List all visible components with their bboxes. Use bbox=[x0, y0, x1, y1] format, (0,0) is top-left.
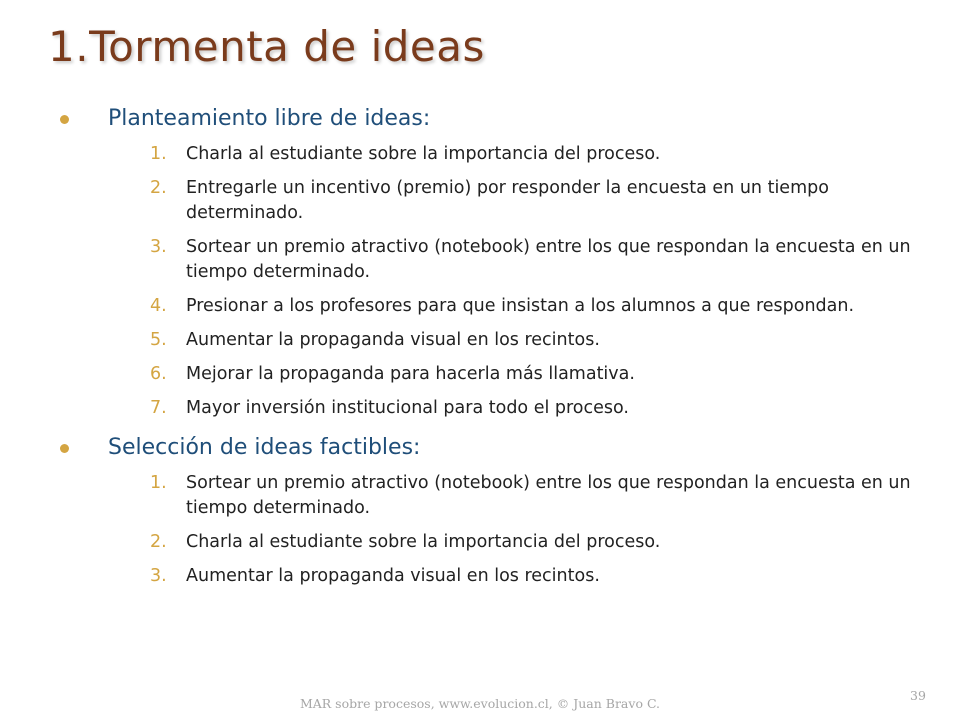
list-item bbox=[60, 530, 930, 555]
item-text: Entregarle un incentivo (premio) por responder la encuesta en un tiempo determinado. bbox=[186, 178, 829, 223]
bullet-icon bbox=[60, 444, 69, 453]
heading-colon: : bbox=[413, 435, 421, 460]
item-number: 5. bbox=[150, 330, 167, 350]
bullet-icon bbox=[60, 115, 69, 124]
section-heading bbox=[60, 431, 930, 465]
idea-list bbox=[60, 142, 930, 421]
item-text: Aumentar la propaganda visual en los recintos. bbox=[186, 330, 600, 350]
list-item bbox=[60, 471, 930, 521]
item-number: 2. bbox=[150, 178, 167, 198]
item-number: 4. bbox=[150, 296, 167, 316]
page-number: 39 bbox=[910, 688, 926, 703]
item-text: Sortear un premio atractivo (notebook) entre los que respondan la encuesta en un tiempo determinado. bbox=[186, 237, 911, 282]
list-item bbox=[60, 328, 930, 353]
section-heading-text: Selección de ideas factibles bbox=[108, 435, 414, 460]
item-number: 7. bbox=[150, 398, 167, 418]
list-item bbox=[60, 564, 930, 589]
item-number: 2. bbox=[150, 532, 167, 552]
item-text: Charla al estudiante sobre la importancia del proceso. bbox=[186, 144, 661, 164]
section-seleccion bbox=[60, 431, 930, 589]
footer-credit: MAR sobre procesos, www.evolucion.cl, © Juan Bravo C. bbox=[299, 696, 661, 711]
slide-title: 1.Tormenta de ideas bbox=[48, 22, 485, 71]
item-text: Mejorar la propaganda para hacerla más llamativa. bbox=[186, 364, 635, 384]
list-item bbox=[60, 396, 930, 421]
section-heading bbox=[60, 102, 930, 136]
list-item bbox=[60, 176, 930, 226]
item-number: 1. bbox=[150, 144, 167, 164]
item-number: 1. bbox=[150, 473, 167, 493]
item-text: Sortear un premio atractivo (notebook) entre los que respondan la encuesta en un tiempo determinado. bbox=[186, 473, 911, 518]
item-number: 3. bbox=[150, 566, 167, 586]
idea-list bbox=[60, 471, 930, 589]
item-text: Aumentar la propaganda visual en los recintos. bbox=[186, 566, 600, 586]
list-item bbox=[60, 294, 930, 319]
section-heading-text: Planteamiento libre de ideas bbox=[108, 106, 423, 131]
item-number: 6. bbox=[150, 364, 167, 384]
slide-content bbox=[60, 102, 930, 599]
heading-colon: : bbox=[422, 106, 431, 131]
item-text: Charla al estudiante sobre la importancia del proceso. bbox=[186, 532, 661, 552]
item-text: Presionar a los profesores para que insistan a los alumnos a que respondan. bbox=[186, 296, 855, 316]
list-item bbox=[60, 235, 930, 285]
section-planteamiento bbox=[60, 102, 930, 421]
item-number: 3. bbox=[150, 237, 167, 257]
list-item bbox=[60, 142, 930, 167]
list-item bbox=[60, 362, 930, 387]
item-text: Mayor inversión institucional para todo el proceso. bbox=[186, 398, 629, 418]
